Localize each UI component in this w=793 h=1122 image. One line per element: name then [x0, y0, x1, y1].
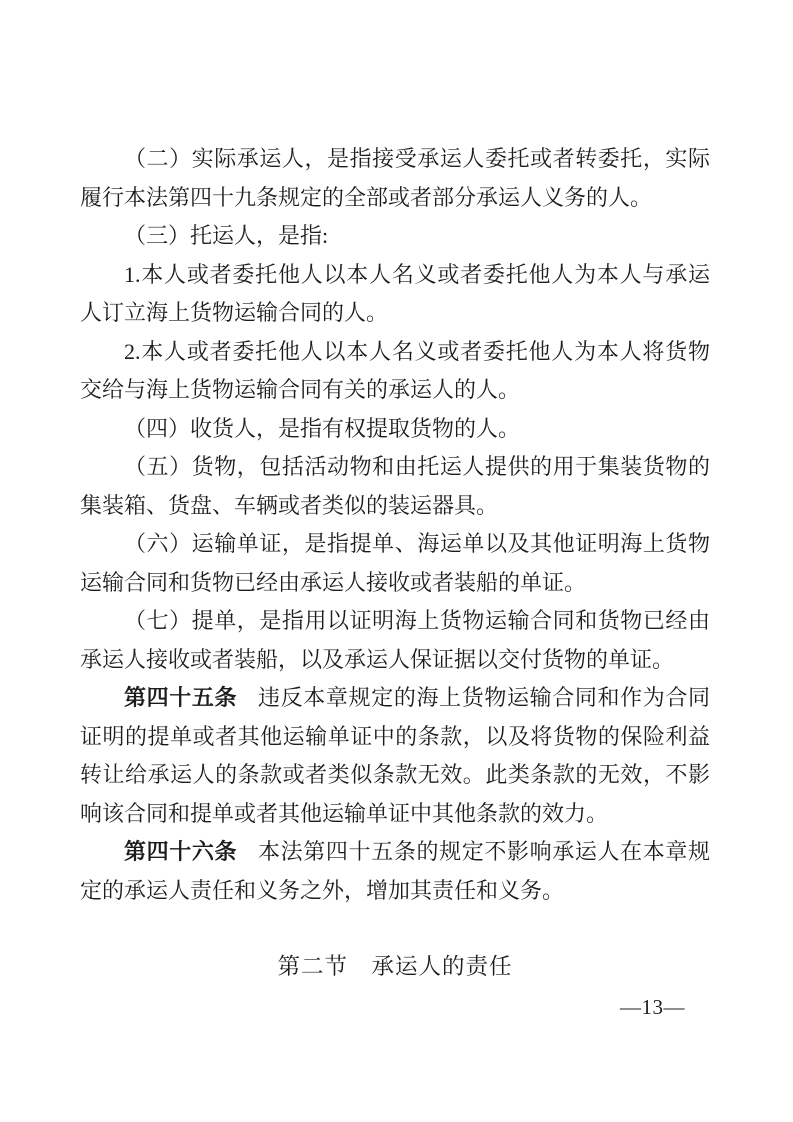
- paragraph-text: （三）托运人，是指:: [124, 223, 329, 248]
- paragraph-text: （四）收货人，是指有权提取货物的人。: [124, 415, 521, 441]
- paragraph-text: （六）运输单证，是指提单、海运单以及其他证明海上货物运输合同和货物已经由承运人接收或者装船的单证。: [80, 531, 710, 595]
- paragraph-definition-2: [80, 140, 710, 217]
- section-heading: 第二节 承运人的责任: [277, 954, 513, 979]
- paragraph-definition-3-item-2: [80, 333, 710, 410]
- paragraph-definition-5: [80, 448, 710, 525]
- paragraph-definition-7: [80, 602, 710, 679]
- paragraph-definition-4: [80, 410, 710, 449]
- paragraph-article-45: [80, 679, 710, 833]
- paragraph-text: 违反本章规定的海上货物运输合同和作为合同证明的提单或者其他运输单证中的条款，以及将货物的保险利益转让给承运人的条款或者类似条款无效。此类条款的无效，不影响该合同和提单或者其他运输单证中其他条款的效力。: [80, 685, 710, 826]
- paragraph-text: 本法第四十五条的规定不影响承运人在本章规定的承运人责任和义务之外，增加其责任和义务。: [80, 839, 710, 903]
- paragraph-text: 2.本人或者委托他人以本人名义或者委托他人为本人将货物交给与海上货物运输合同有关的承运人的人。: [80, 338, 710, 402]
- paragraph-definition-3-item-1: [80, 256, 710, 333]
- paragraph-text: 1.本人或者委托他人以本人名义或者委托他人为本人与承运人订立海上货物运输合同的人。: [80, 261, 710, 325]
- paragraph-definition-6: [80, 525, 710, 602]
- article-number: 第四十五条: [124, 685, 238, 710]
- paragraph-article-46: [80, 833, 710, 910]
- article-number: 第四十六条: [124, 839, 238, 864]
- paragraph-text: （二）实际承运人，是指接受承运人委托或者转委托，实际履行本法第四十九条规定的全部或者部分承运人义务的人。: [80, 146, 710, 210]
- paragraph-text: （五）货物，包括活动物和由托运人提供的用于集装货物的集装箱、货盘、车辆或者类似的装运器具。: [80, 454, 710, 518]
- paragraph-definition-3: [80, 217, 710, 256]
- document-body: [80, 140, 710, 987]
- paragraph-text: （七）提单，是指用以证明海上货物运输合同和货物已经由承运人接收或者装船，以及承运人保证据以交付货物的单证。: [80, 608, 710, 672]
- page-number: —13—: [620, 995, 685, 1019]
